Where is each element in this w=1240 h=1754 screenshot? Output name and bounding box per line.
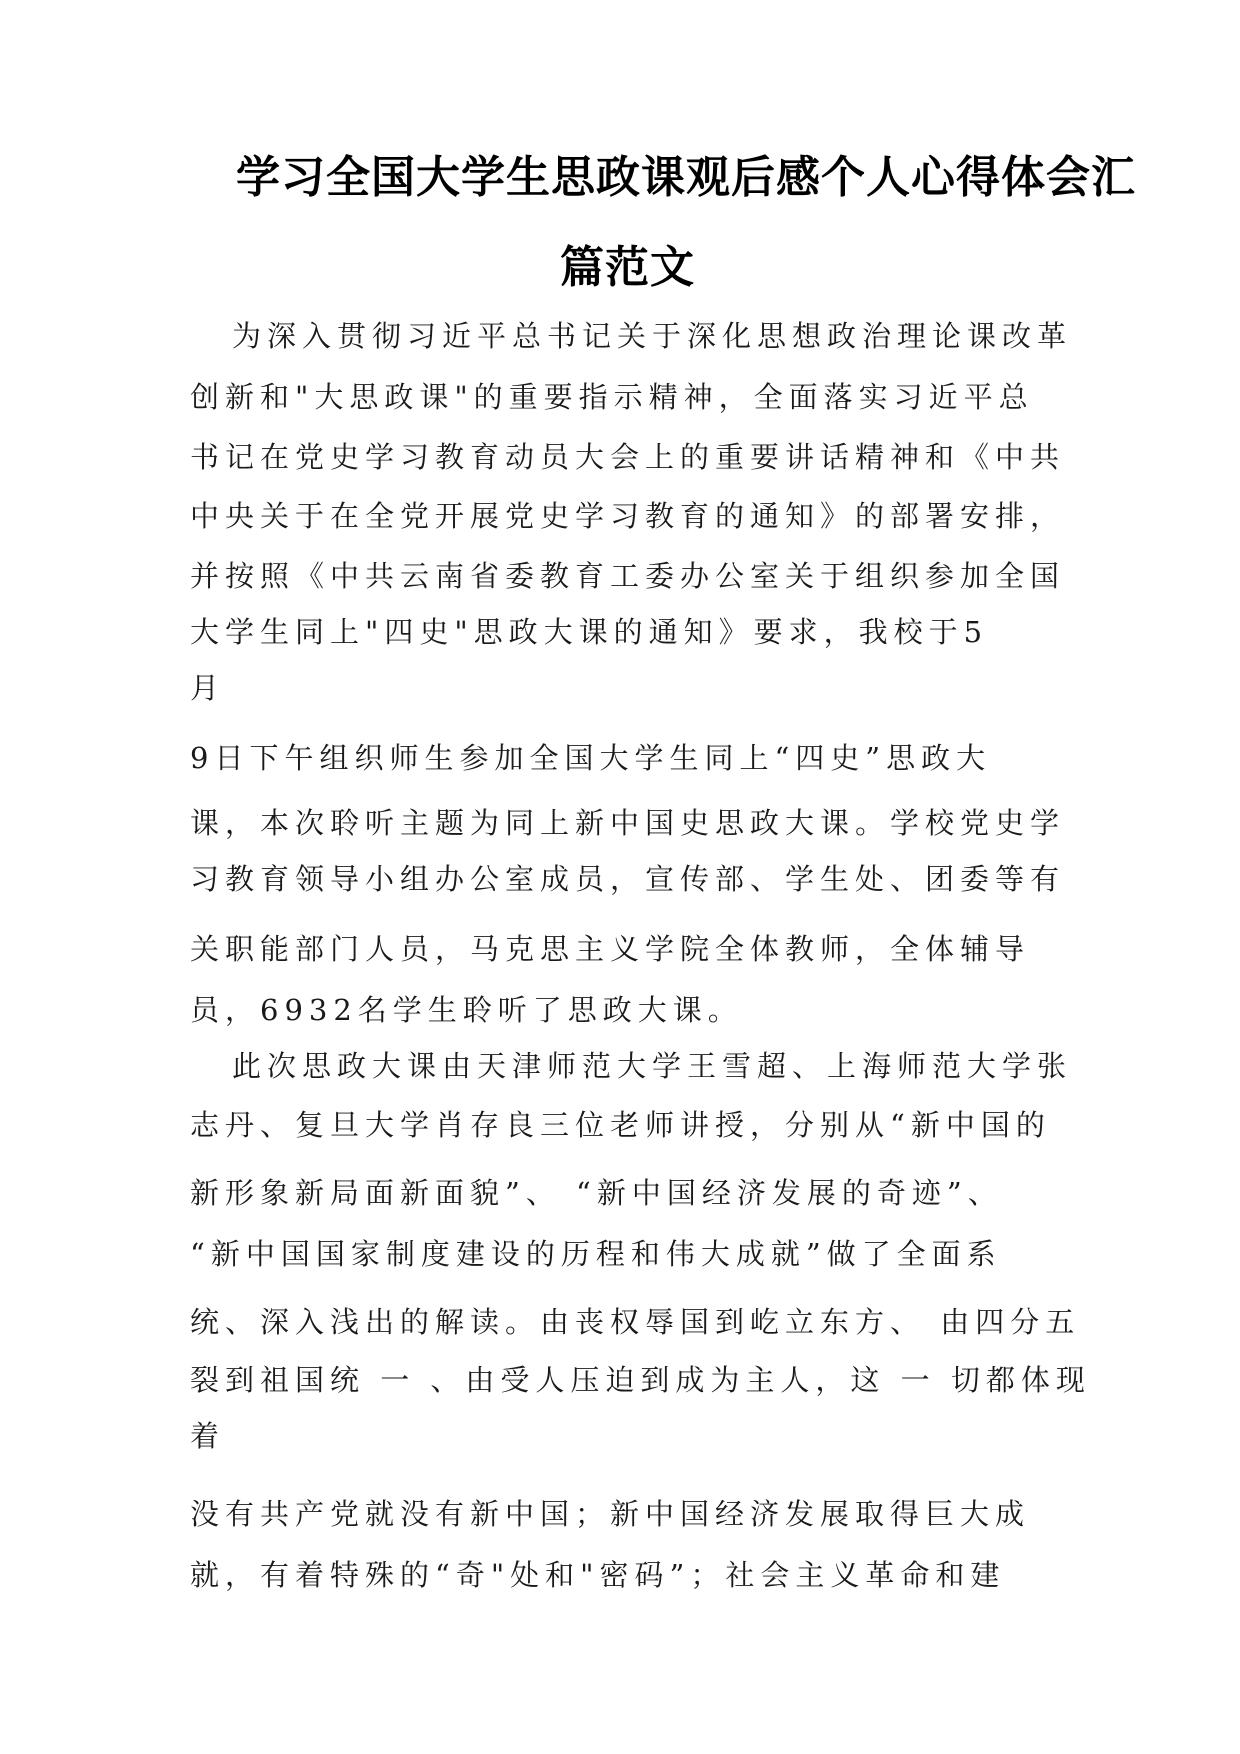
document-title-line-2: 篇范文: [560, 242, 695, 293]
paragraph-line: 中央关于在全党开展党史学习教育的通知》的部署安排，: [190, 499, 1066, 533]
paragraph-line: 没有共产党就没有新中国；新中国经济发展取得巨大成: [190, 1497, 1031, 1531]
paragraph-line: “新中国国家制度建设的历程和伟大成就”做了全面系: [190, 1237, 1002, 1271]
paragraph-line: 关职能部门人员，马克思主义学院全体教师，全体辅导: [190, 932, 1031, 966]
paragraph-line: 此次思政大课由天津师范大学王雪超、上海师范大学张: [232, 1049, 1073, 1083]
paragraph-line: 为深入贯彻习近平总书记关于深化思想政治理论课改革: [232, 319, 1073, 353]
paragraph-line: 大学生同上"四史"思政大课的通知》要求，我校于5: [190, 615, 989, 649]
document-title-line-1: 学习全国大学生思政课观后感个人心得体会汇: [236, 152, 1136, 203]
paragraph-line: 月: [190, 671, 226, 705]
paragraph-line: 新形象新局面新面貌”、 “新中国经济发展的奇迹”、: [190, 1176, 1003, 1210]
paragraph-line: 课，本次聆听主题为同上新中国史思政大课。学校党史学: [190, 806, 1066, 840]
paragraph-line: 统、深入浅出的解读。由丧权辱国到屹立东方、 由四分五: [190, 1305, 1081, 1339]
paragraph-line: 并按照《中共云南省委教育工委办公室关于组织参加全国: [190, 559, 1066, 593]
paragraph-line: 书记在党史学习教育动员大会上的重要讲话精神和《中共: [190, 440, 1066, 474]
paragraph-line: 创新和"大思政课"的重要指示精神，全面落实习近平总: [190, 380, 1034, 414]
paragraph-line: 习教育领导小组办公室成员，宣传部、学生处、团委等有: [190, 862, 1066, 896]
paragraph-line: 就，有着特殊的“奇"处和"密码”；社会主义革命和建: [190, 1558, 1006, 1592]
paragraph-line: 9日下午组织师生参加全国大学生同上“四史”思政大: [190, 741, 992, 775]
paragraph-line: 裂到祖国统 一 、由受人压迫到成为主人，这 一 切都体现: [190, 1363, 1091, 1397]
paragraph-line: 员，6932名学生聆听了思政大课。: [190, 993, 743, 1027]
paragraph-line: 志丹、复旦大学肖存良三位老师讲授，分别从“新中国的: [190, 1108, 1051, 1142]
paragraph-line: 着: [190, 1419, 226, 1453]
